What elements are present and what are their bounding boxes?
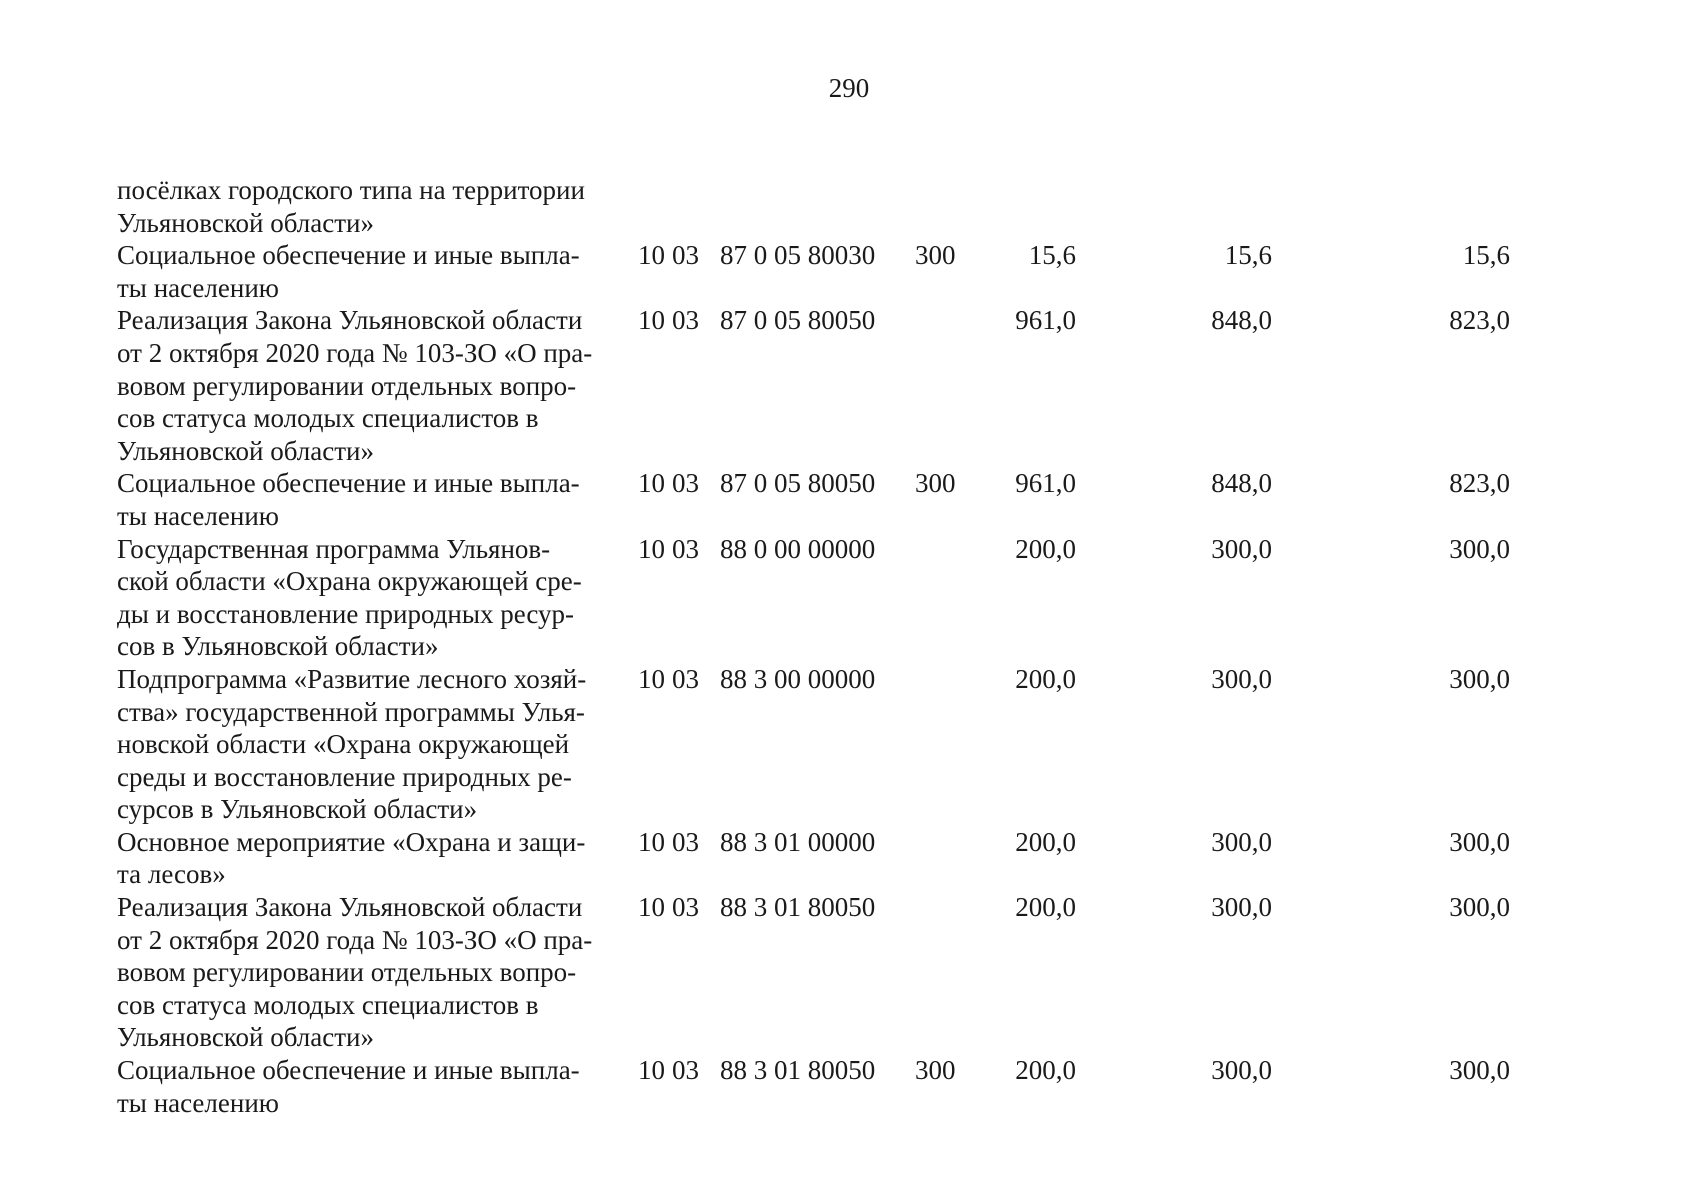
description-line: вовом регулировании отдельных вопро- [117, 957, 577, 988]
amount-year-2: 300,0 [1211, 826, 1272, 857]
description-line: Социальное обеспечение и иные выпла- [117, 1055, 580, 1086]
table-row [117, 1054, 1560, 1119]
amount-year-3: 300,0 [1449, 533, 1510, 564]
target-article-code [716, 174, 907, 239]
target-article-code: 88 3 01 80050 [720, 1055, 876, 1086]
description-line: Основное мероприятие «Охрана и защи- [117, 826, 586, 857]
description-line: ты населению [117, 500, 279, 531]
table-row [117, 174, 1560, 239]
expense-type-code: 300 [915, 1055, 956, 1086]
subsection-code [671, 174, 716, 239]
table-row [117, 663, 1560, 826]
description-line: среды и восстановление природных ре- [117, 761, 572, 792]
target-article-code: 87 0 05 80030 [720, 240, 876, 271]
amount-year-3: 300,0 [1449, 663, 1510, 694]
amount-year-1: 200,0 [1015, 663, 1076, 694]
row-description [117, 1054, 625, 1119]
description-line: Реализация Закона Ульяновской области [117, 892, 583, 923]
subsection-code: 03 [672, 240, 699, 271]
amount-year-3: 15,6 [1462, 240, 1510, 271]
subsection-code: 03 [672, 305, 699, 336]
subsection-code: 03 [672, 663, 699, 694]
amount-year-1: 961,0 [1015, 305, 1076, 336]
amount-year-1: 15,6 [1028, 240, 1076, 271]
expense-type-code: 300 [915, 240, 956, 271]
subsection-code: 03 [672, 826, 699, 857]
target-article-code: 88 3 01 80050 [720, 892, 876, 923]
target-article-code: 88 0 00 00000 [720, 533, 876, 564]
amount-year-2: 300,0 [1211, 533, 1272, 564]
table-row [117, 533, 1560, 663]
description-line: ды и восстановление природных ресур- [117, 598, 575, 629]
section-code: 10 [638, 533, 665, 564]
target-article-code: 87 0 05 80050 [720, 305, 876, 336]
description-line: ской области «Охрана окружающей сре- [117, 566, 582, 597]
amount-year-1: 200,0 [1015, 892, 1076, 923]
row-description [117, 467, 625, 532]
amount-year-3: 300,0 [1449, 826, 1510, 857]
description-line: сов в Ульяновской области» [117, 631, 439, 662]
expense-type-code [907, 826, 967, 891]
amount-year-3 [1360, 174, 1560, 239]
description-line: сов статуса молодых специалистов в [117, 989, 539, 1020]
row-description [117, 239, 625, 304]
target-article-code: 88 3 01 00000 [720, 826, 876, 857]
description-line: сурсов в Ульяновской области» [117, 794, 478, 825]
subsection-code: 03 [672, 892, 699, 923]
amount-year-2: 848,0 [1211, 305, 1272, 336]
description-line: та лесов» [117, 859, 226, 890]
description-line: Государственная программа Ульянов- [117, 533, 551, 564]
row-description [117, 663, 625, 826]
subsection-code: 03 [672, 533, 699, 564]
table-row [117, 467, 1560, 532]
description-line: ты населению [117, 1087, 279, 1118]
table-body [117, 174, 1560, 1119]
amount-year-2: 300,0 [1211, 892, 1272, 923]
budget-table [117, 174, 1560, 1119]
description-line: сов статуса молодых специалистов в [117, 403, 539, 434]
section-code: 10 [638, 468, 665, 499]
target-article-code: 87 0 05 80050 [720, 468, 876, 499]
description-line: от 2 октября 2020 года № 103-ЗО «О пра- [117, 924, 593, 955]
amount-year-1: 200,0 [1015, 1055, 1076, 1086]
row-description [117, 891, 625, 1054]
section-code: 10 [638, 305, 665, 336]
section-code: 10 [638, 892, 665, 923]
amount-year-1: 200,0 [1015, 533, 1076, 564]
description-line: ства» государственной программы Улья- [117, 696, 585, 727]
expense-type-code [907, 533, 967, 663]
description-line: Ульяновской области» [117, 1022, 375, 1053]
target-article-code: 88 3 00 00000 [720, 663, 876, 694]
page-number: 290 [828, 73, 870, 103]
description-line: Социальное обеспечение и иные выпла- [117, 240, 580, 271]
description-line: Социальное обеспечение и иные выпла- [117, 468, 580, 499]
section-code: 10 [638, 1055, 665, 1086]
subsection-code: 03 [672, 1055, 699, 1086]
table-row [117, 826, 1560, 891]
amount-year-3: 823,0 [1449, 305, 1510, 336]
expense-type-code [907, 304, 967, 467]
expense-type-code [907, 174, 967, 239]
description-line: ты населению [117, 272, 279, 303]
amount-year-2: 300,0 [1211, 1055, 1272, 1086]
row-description [117, 826, 625, 891]
section-code: 10 [638, 826, 665, 857]
row-description [117, 174, 625, 239]
description-line: вовом регулировании отдельных вопро- [117, 370, 577, 401]
expense-type-code: 300 [915, 468, 956, 499]
description-line: новской области «Охрана окружающей [117, 729, 570, 760]
subsection-code: 03 [672, 468, 699, 499]
amount-year-2 [1152, 174, 1360, 239]
amount-year-3: 300,0 [1449, 892, 1510, 923]
table-row [117, 239, 1560, 304]
description-line: Подпрограмма «Развитие лесного хозяй- [117, 663, 587, 694]
row-description [117, 533, 625, 663]
amount-year-1: 961,0 [1015, 468, 1076, 499]
amount-year-1 [967, 174, 1152, 239]
description-line: Ульяновской области» [117, 207, 375, 238]
description-line: посёлках городского типа на территории [117, 175, 585, 205]
expense-type-code [907, 663, 967, 826]
description-line: от 2 октября 2020 года № 103-ЗО «О пра- [117, 337, 593, 368]
description-line: Ульяновской области» [117, 435, 375, 466]
amount-year-2: 848,0 [1211, 468, 1272, 499]
row-description [117, 304, 625, 467]
description-line: Реализация Закона Ульяновской области [117, 305, 583, 336]
table-row [117, 304, 1560, 467]
section-code: 10 [638, 240, 665, 271]
amount-year-2: 300,0 [1211, 663, 1272, 694]
amount-year-3: 300,0 [1449, 1055, 1510, 1086]
expense-type-code [907, 891, 967, 1054]
section-code [625, 174, 671, 239]
amount-year-3: 823,0 [1449, 468, 1510, 499]
section-code: 10 [638, 663, 665, 694]
amount-year-1: 200,0 [1015, 826, 1076, 857]
table-row [117, 891, 1560, 1054]
amount-year-2: 15,6 [1224, 240, 1272, 271]
